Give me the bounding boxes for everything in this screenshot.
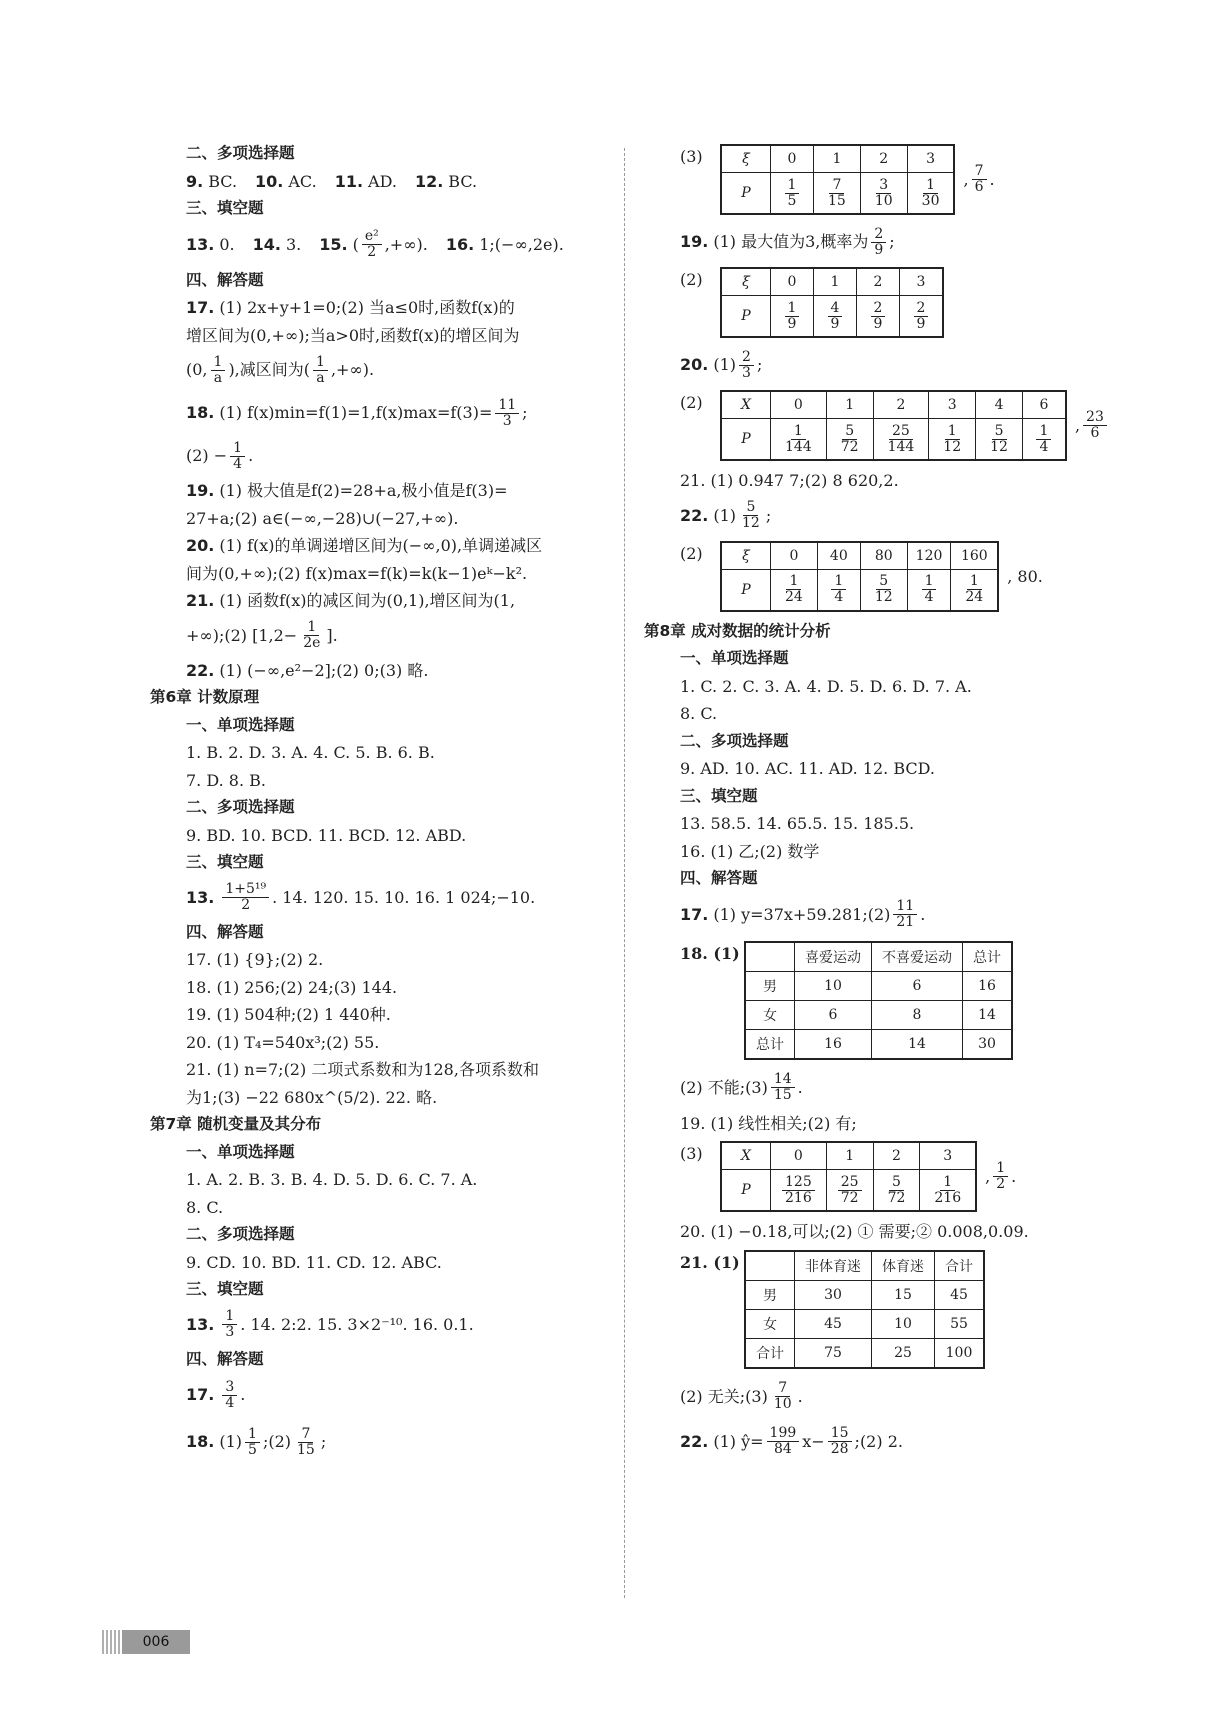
- table-cell: [814, 173, 861, 215]
- section-heading: 二、多项选择题: [186, 798, 295, 816]
- answer-line: 27+a;(2) a∈(−∞,−28)∪(−27,+∞).: [186, 508, 459, 528]
- table-cell: 总计: [963, 942, 1013, 972]
- section-heading: 三、填空题: [186, 853, 264, 871]
- fraction: $\frac{1}{a}$: [211, 355, 226, 386]
- table-cell: 45: [795, 1309, 872, 1338]
- fraction: $\frac{23}{6}$: [1083, 410, 1107, 441]
- answer-line: 19. (1) 极大值是f(2)=28+a,极小值是f(3)=: [186, 481, 508, 500]
- fraction: $\frac{1}{24}$: [785, 573, 803, 605]
- table-row: [721, 1142, 976, 1170]
- fraction: $\frac{2}{9}$: [871, 301, 886, 332]
- table-cell: [873, 1170, 920, 1212]
- table-cell: 不喜爱运动: [872, 942, 963, 972]
- answer-line: 19. (1) 504种;(2) 1 440种.: [186, 1005, 391, 1024]
- table-cell: 女: [745, 1000, 795, 1029]
- answer-line: 13. 0. 14. 3. 15. ( $\frac{\text{e²}}{2}$ ,+∞). 16. 1;(−∞,2e).: [186, 228, 564, 260]
- table-cell: [873, 419, 929, 461]
- fraction: $\frac{1}{4}$: [922, 574, 937, 605]
- answer-line: 17. (1) 2x+y+1=0;(2) 当a≤0时,函数f(x)的: [186, 298, 515, 317]
- answer-line: 17. (1) y=37x+59.281;(2) $\frac{11}{21}$ .: [680, 898, 926, 930]
- fraction: $\frac{25}{144}$: [887, 422, 915, 455]
- chapter-title: 第6章 计数原理: [150, 688, 260, 706]
- distribution-table: [720, 267, 944, 338]
- answer-line: +∞);(2) [1,2− $\frac{1}{2e}$ ].: [186, 619, 338, 651]
- table-cell: 2: [857, 268, 900, 296]
- table-cell: 6: [795, 1000, 872, 1029]
- answer-line: 19. (1) 最大值为3,概率为 $\frac{2}{9}$ ;: [680, 225, 895, 258]
- column-divider: [624, 148, 625, 1598]
- fraction: $\frac{1}{4}$: [230, 441, 245, 472]
- table-cell: 75: [795, 1338, 872, 1368]
- table-cell: [907, 173, 954, 215]
- table-cell: 喜爱运动: [795, 942, 872, 972]
- chapter-title: 第7章 随机变量及其分布: [150, 1115, 322, 1133]
- contingency-table-block: [680, 941, 1160, 1060]
- answer-line: 17. (1) {9};(2) 2.: [186, 950, 324, 969]
- table-cell: [771, 1170, 827, 1212]
- table-cell: 0: [771, 145, 814, 173]
- table-cell: [860, 173, 907, 215]
- table-cell: [771, 296, 814, 338]
- answer-line: 13. $\frac{1}{3}$ . 14. 2:2. 15. 3×2⁻¹⁰. 16. 0.1.: [186, 1308, 474, 1340]
- table-cell: 30: [795, 1280, 872, 1309]
- answer-line: 9. CD. 10. BD. 11. CD. 12. ABC.: [186, 1252, 442, 1272]
- table-row: [745, 942, 1012, 972]
- fraction: $\frac{1}{2e}$: [303, 619, 321, 651]
- table-row: [745, 971, 1012, 1000]
- fraction: $\frac{1}{a}$: [313, 355, 328, 386]
- fraction: $\frac{1}{9}$: [785, 301, 800, 332]
- part-label: 18. (1): [680, 943, 740, 963]
- table-row: [721, 419, 1066, 461]
- answer-line: 9. BD. 10. BCD. 11. BCD. 12. ABD.: [186, 825, 467, 845]
- answer-line: 16. (1) 乙;(2) 数学: [680, 841, 820, 861]
- fraction: $\frac{5}{12}$: [990, 422, 1008, 455]
- fraction: $\frac{3}{4}$: [222, 1380, 237, 1411]
- table-cell: [814, 296, 857, 338]
- table-row: [745, 1338, 984, 1368]
- table-cell: 160: [951, 542, 998, 570]
- fraction: $\frac{2}{3}$: [739, 350, 754, 381]
- table-row: [721, 145, 954, 173]
- table-cell: 3: [900, 268, 944, 296]
- fraction: $\frac{7}{10}$: [773, 1380, 792, 1412]
- section-heading: 一、单项选择题: [186, 715, 295, 734]
- table-cell: [907, 569, 951, 611]
- fraction: $\frac{1}{24}$: [965, 573, 984, 605]
- fraction: $\frac{5}{12}$: [742, 499, 760, 531]
- answer-line: 增区间为(0,+∞);当a>0时,函数f(x)的增区间为: [186, 325, 520, 345]
- table-cell: 80: [860, 542, 907, 570]
- table-cell: ξ: [721, 542, 771, 570]
- section-heading: 四、解答题: [186, 1349, 264, 1368]
- table-cell: 0: [771, 542, 818, 570]
- fraction: $\frac{4}{9}$: [828, 301, 843, 332]
- table-result: , $\frac{23}{6}$: [1075, 410, 1110, 441]
- table-cell: 男: [745, 1280, 795, 1309]
- fraction: $\frac{1}{3}$: [222, 1309, 237, 1340]
- table-cell: 2: [860, 145, 907, 173]
- part-label: (2): [680, 543, 703, 563]
- answer-line: 21. (1) 0.947 7;(2) 8 620,2.: [680, 471, 899, 490]
- fraction: $\frac{1}{12}$: [943, 422, 962, 455]
- table-cell: [826, 1170, 873, 1212]
- answer-line: 20. (1) −0.18,可以;(2) ① 需要;② 0.008,0.09.: [680, 1222, 1029, 1241]
- table-cell: [771, 419, 827, 461]
- answer-line: 7. D. 8. B.: [186, 770, 266, 790]
- fraction: $\frac{\text{e²}}{2}$: [362, 229, 382, 260]
- distribution-table-block: [680, 541, 1160, 612]
- answer-line: 9. BC. 10. AC. 11. AD. 12. BC.: [186, 171, 478, 191]
- fraction: $\frac{2}{9}$: [914, 301, 929, 332]
- fraction: $\frac{1}{30}$: [921, 176, 940, 209]
- table-cell: [771, 173, 814, 215]
- table-cell: [976, 419, 1023, 461]
- table-row: [721, 1170, 976, 1212]
- table-cell: ξ: [721, 268, 771, 296]
- table-cell: 1: [826, 1142, 873, 1170]
- fraction: $\frac{7}{15}$: [297, 1425, 315, 1458]
- table-cell: [951, 569, 998, 611]
- table-row: [745, 1280, 984, 1309]
- table-row: [721, 542, 998, 570]
- table-result: , $\frac{1}{2}$ .: [985, 1160, 1017, 1192]
- answer-line: (2) 无关;(3) $\frac{7}{10}$ .: [680, 1380, 803, 1412]
- table-row: [721, 296, 943, 338]
- table-cell: [745, 1251, 795, 1281]
- table-cell: 男: [745, 971, 795, 1000]
- table-cell: [857, 296, 900, 338]
- table-cell: 合计: [745, 1338, 795, 1368]
- answer-line: 8. C.: [680, 704, 718, 723]
- answer-line: 1. C. 2. C. 3. A. 4. D. 5. D. 6. D. 7. A.: [680, 676, 972, 696]
- table-cell: 25: [872, 1338, 935, 1368]
- distribution-table: [720, 1141, 977, 1212]
- table-cell: 100: [935, 1338, 985, 1368]
- table-row: [721, 268, 943, 296]
- answer-line: 为1;(3) −22 680x^(5/2). 22. 略.: [186, 1087, 438, 1107]
- answer-line: 21. (1) n=7;(2) 二项式系数和为128,各项系数和: [186, 1060, 539, 1079]
- table-cell: 总计: [745, 1029, 795, 1059]
- fraction: $\frac{3}{10}$: [874, 176, 893, 209]
- fraction: $\frac{1}{5}$: [245, 1427, 260, 1458]
- table-cell: [1022, 419, 1066, 461]
- table-cell: 合计: [935, 1251, 985, 1281]
- answer-line: (2) − $\frac{1}{4}$ .: [186, 439, 254, 472]
- section-heading: 四、解答题: [680, 869, 758, 887]
- table-cell: ξ: [721, 145, 771, 173]
- table-cell: P: [721, 173, 771, 215]
- contingency-table: [744, 1250, 985, 1369]
- distribution-table-block: [680, 267, 1160, 338]
- table-cell: 45: [935, 1280, 985, 1309]
- table-result: , $\frac{7}{6}$ .: [963, 163, 995, 195]
- fraction: $\frac{15}{28}$: [828, 1426, 852, 1457]
- table-cell: 30: [963, 1029, 1013, 1059]
- section-heading: 四、解答题: [186, 922, 264, 941]
- contingency-table: [744, 941, 1013, 1060]
- part-label: (3): [680, 1144, 703, 1163]
- section-heading: 三、填空题: [680, 786, 758, 805]
- fraction: $\frac{7}{15}$: [828, 176, 846, 209]
- table-cell: 3: [907, 145, 954, 173]
- table-cell: 120: [907, 542, 951, 570]
- table-cell: 0: [771, 268, 814, 296]
- table-cell: 6: [1022, 391, 1066, 419]
- fraction: $\frac{1}{4}$: [1036, 424, 1051, 455]
- section-heading: 三、填空题: [186, 199, 264, 217]
- fraction: $\frac{11}{3}$: [495, 398, 519, 429]
- section-heading: 二、多项选择题: [186, 144, 295, 162]
- table-cell: 3: [920, 1142, 976, 1170]
- part-label: 21. (1): [680, 1252, 740, 1272]
- fraction: $\frac{1}{2}$: [993, 1161, 1008, 1192]
- table-cell: 40: [817, 542, 860, 570]
- answer-line: 1. B. 2. D. 3. A. 4. C. 5. B. 6. B.: [186, 743, 435, 762]
- right-column: [644, 140, 1160, 1465]
- footer-stripes: [102, 1630, 122, 1654]
- section-heading: 一、单项选择题: [186, 1142, 295, 1161]
- answer-line: (2) 不能;(3) $\frac{14}{15}$ .: [680, 1071, 803, 1103]
- fraction: $\frac{\text{1+5¹⁹}}{2}$: [222, 882, 269, 913]
- table-cell: 10: [872, 1309, 935, 1338]
- distribution-table-block: [680, 390, 1160, 461]
- section-heading: 三、填空题: [186, 1280, 264, 1298]
- table-cell: 3: [929, 391, 976, 419]
- answer-line: 18. (1) $\frac{1}{5}$ ;(2) $\frac{7}{15}$ ;: [186, 1425, 327, 1458]
- page-footer: [102, 1630, 190, 1654]
- table-cell: P: [721, 1170, 771, 1212]
- table-row: [721, 173, 954, 215]
- part-label: (2): [680, 270, 703, 289]
- table-row: [745, 1000, 1012, 1029]
- table-cell: 4: [976, 391, 1023, 419]
- answer-line: 18. (1) f(x)min=f(1)=1,f(x)max=f(3)= $\frac{11}{3}$ ;: [186, 396, 528, 429]
- table-cell: 16: [963, 971, 1013, 1000]
- answer-line: 18. (1) 256;(2) 24;(3) 144.: [186, 977, 398, 997]
- answer-line: 22. (1) (−∞,e²−2];(2) 0;(3) 略.: [186, 660, 429, 680]
- answer-line: 20. (1) T₄=540x³;(2) 55.: [186, 1032, 380, 1052]
- fraction: $\frac{199}{84}$: [767, 1426, 800, 1457]
- chapter-title: 第8章 成对数据的统计分析: [644, 621, 831, 640]
- fraction: $\frac{14}{15}$: [771, 1072, 795, 1103]
- fraction: $\frac{5}{12}$: [874, 573, 893, 605]
- table-cell: 1: [826, 391, 873, 419]
- table-cell: 1: [814, 268, 857, 296]
- fraction: $\frac{25}{72}$: [838, 1175, 862, 1206]
- fraction: $\frac{125}{216}$: [782, 1175, 815, 1206]
- section-heading: 四、解答题: [186, 270, 264, 289]
- distribution-table: [720, 541, 999, 612]
- table-cell: 非体育迷: [795, 1251, 872, 1281]
- answer-line: 20. (1) $\frac{2}{3}$ ;: [680, 348, 763, 381]
- answer-line: 22. (1) ŷ= $\frac{199}{84}$ x− $\frac{15}{28}$ ;(2) 2.: [680, 1425, 903, 1457]
- answer-line: 20. (1) f(x)的单调递增区间为(−∞,0),单调递减区: [186, 536, 543, 555]
- fraction: $\frac{7}{6}$: [972, 164, 987, 195]
- section-heading: 一、单项选择题: [680, 649, 789, 667]
- fraction: $\frac{5}{72}$: [840, 422, 859, 455]
- answer-line: 17. $\frac{3}{4}$ .: [186, 1378, 246, 1411]
- table-cell: 女: [745, 1309, 795, 1338]
- answer-line: 间为(0,+∞);(2) f(x)max=f(k)=k(k−1)eᵏ−k².: [186, 563, 528, 583]
- table-cell: [900, 296, 944, 338]
- section-heading: 二、多项选择题: [186, 1225, 295, 1243]
- fraction: $\frac{1}{144}$: [785, 422, 812, 455]
- distribution-table-block: [680, 144, 1160, 215]
- table-cell: X: [721, 391, 771, 419]
- answer-line: (0, $\frac{1}{a}$ ),减区间为( $\frac{1}{a}$ ,+∞).: [186, 353, 375, 386]
- distribution-table: [720, 144, 955, 215]
- answer-line: 9. AD. 10. AC. 11. AD. 12. BCD.: [680, 759, 935, 778]
- table-cell: 6: [872, 971, 963, 1000]
- table-cell: [745, 942, 795, 972]
- table-cell: 15: [872, 1280, 935, 1309]
- table-cell: 14: [872, 1029, 963, 1059]
- table-cell: 55: [935, 1309, 985, 1338]
- table-cell: X: [721, 1142, 771, 1170]
- table-cell: 10: [795, 971, 872, 1000]
- table-cell: 8: [872, 1000, 963, 1029]
- table-cell: P: [721, 296, 771, 338]
- table-cell: [771, 569, 818, 611]
- fraction: $\frac{1}{5}$: [785, 178, 800, 209]
- table-cell: [860, 569, 907, 611]
- answer-line: 19. (1) 线性相关;(2) 有;: [680, 1113, 857, 1133]
- table-result: , 80.: [1007, 566, 1043, 586]
- table-row: [745, 1309, 984, 1338]
- part-label: (3): [680, 147, 703, 166]
- table-cell: 1: [814, 145, 861, 173]
- table-cell: P: [721, 419, 771, 461]
- contingency-table-block: [680, 1250, 1160, 1369]
- table-cell: [826, 419, 873, 461]
- fraction: $\frac{11}{21}$: [893, 899, 917, 930]
- part-label: (2): [680, 393, 703, 412]
- table-row: [745, 1029, 1012, 1059]
- fraction: $\frac{1}{4}$: [831, 574, 846, 605]
- fraction: $\frac{1}{216}$: [934, 1173, 962, 1206]
- fraction: $\frac{5}{72}$: [887, 1173, 906, 1206]
- table-cell: [920, 1170, 976, 1212]
- table-cell: 0: [771, 1142, 827, 1170]
- table-cell: [817, 569, 860, 611]
- distribution-table-block: [680, 1141, 1160, 1212]
- table-cell: 2: [873, 1142, 920, 1170]
- answer-line: 22. (1) $\frac{5}{12}$ ;: [680, 499, 772, 531]
- table-row: [745, 1251, 984, 1281]
- answer-line: 8. C.: [186, 1197, 224, 1217]
- table-row: [721, 569, 998, 611]
- left-column: [150, 140, 616, 1467]
- table-row: [721, 391, 1066, 419]
- fraction: $\frac{2}{9}$: [871, 227, 886, 258]
- table-cell: 16: [795, 1029, 872, 1059]
- page-number: 006: [122, 1630, 190, 1654]
- table-cell: 2: [873, 391, 929, 419]
- answer-line: 13. $\frac{\text{1+5¹⁹}}{2}$ . 14. 120. 15. 10. 16. 1 024;−10.: [186, 881, 536, 913]
- answer-line: 13. 58.5. 14. 65.5. 15. 185.5.: [680, 814, 915, 833]
- table-cell: 14: [963, 1000, 1013, 1029]
- table-cell: 0: [771, 391, 827, 419]
- answer-line: 1. A. 2. B. 3. B. 4. D. 5. D. 6. C. 7. A.: [186, 1170, 478, 1189]
- section-heading: 二、多项选择题: [680, 731, 789, 750]
- table-cell: [929, 419, 976, 461]
- answer-line: 21. (1) 函数f(x)的减区间为(0,1),增区间为(1,: [186, 591, 516, 610]
- table-cell: 体育迷: [872, 1251, 935, 1281]
- distribution-table: [720, 390, 1067, 461]
- table-cell: P: [721, 569, 771, 611]
